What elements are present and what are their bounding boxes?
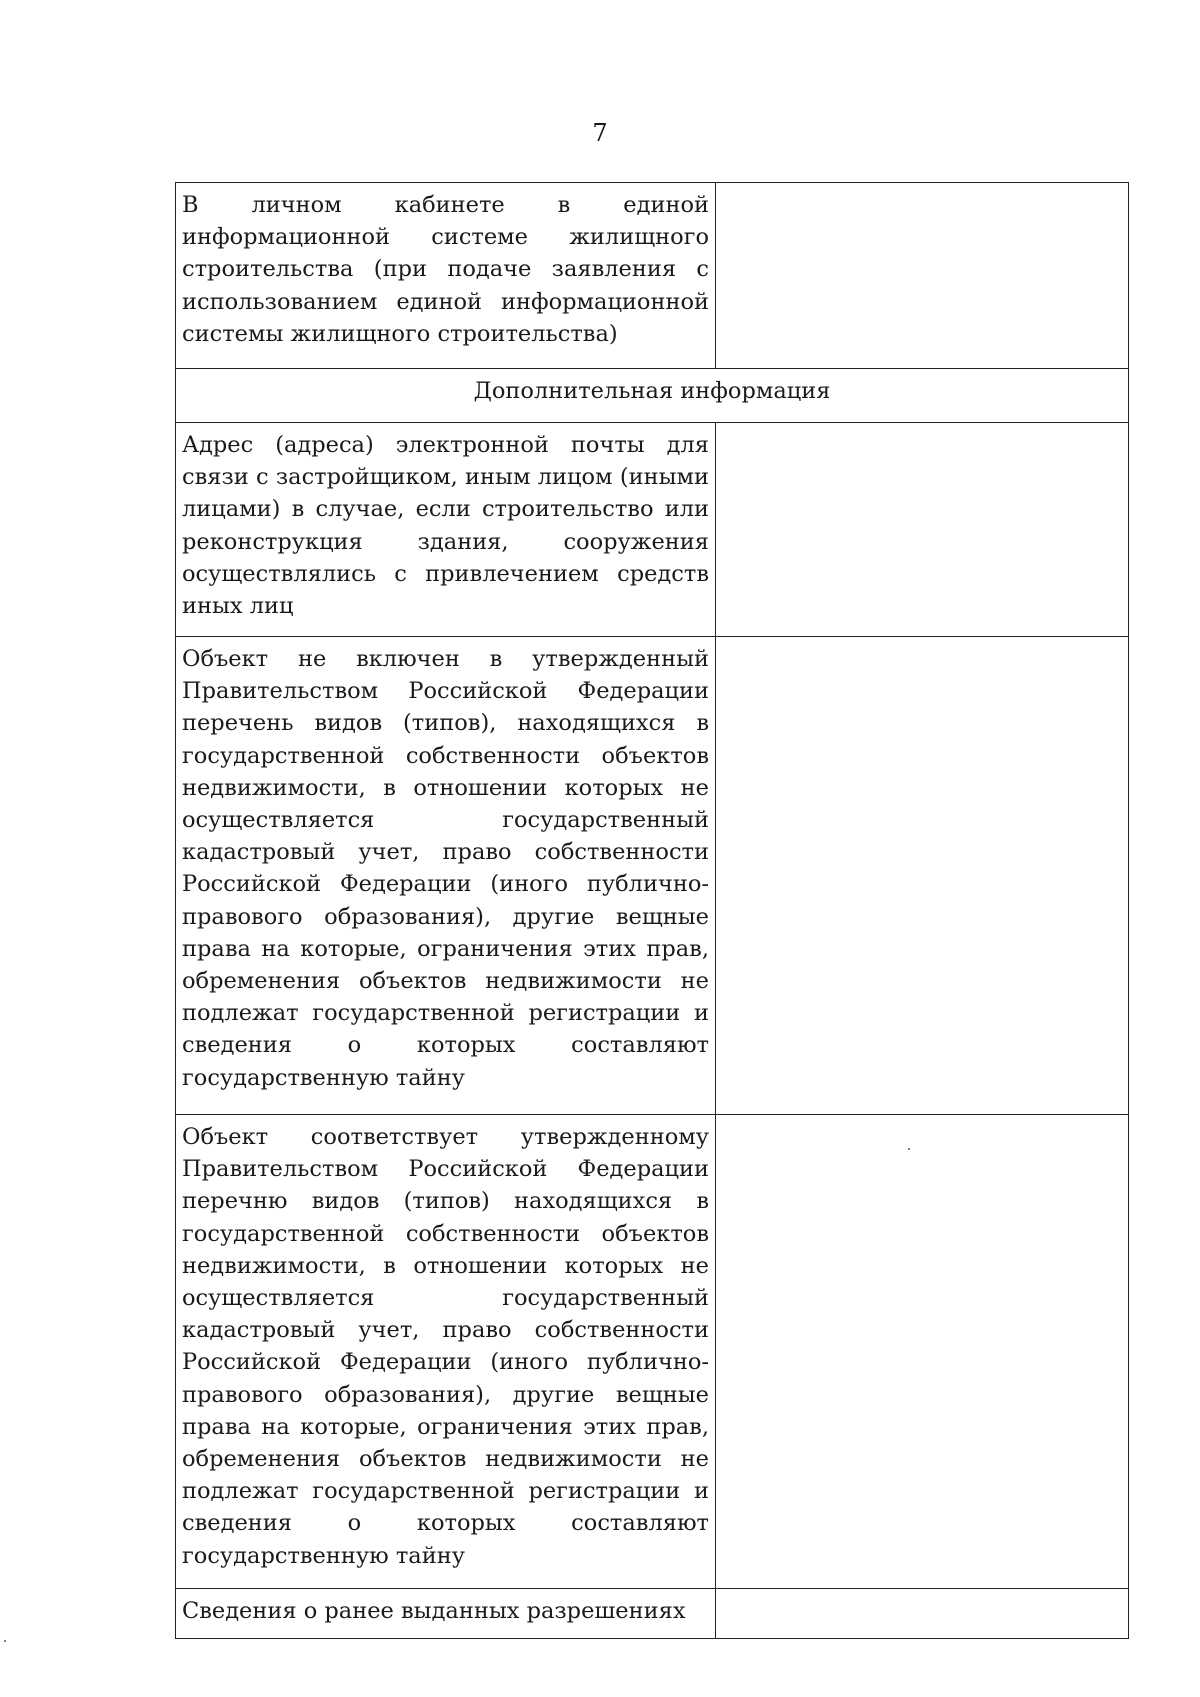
scan-speck: [908, 1148, 910, 1150]
page-number: 7: [592, 119, 608, 147]
row-label: Объект соответствует утвержденному Правительством Российской Федерации перечню видов (типов) находящихся в государственной собственности объектов недвижимости, в отношении которых не осуществляется государственный кадастровый учет, право собственности Российской Федерации (иного публично-правового образования), другие вещные права на которые, ограничения этих прав, обременения объектов недвижимости не подлежат государственной регистрации и сведения о которых составляют государственную тайну: [176, 1115, 716, 1589]
row-label: Объект не включен в утвержденный Правительством Российской Федерации перечень видов (типов), находящихся в государственной собственности объектов недвижимости, в отношении которых не осуществляется государственный кадастровый учет, право собственности Российской Федерации (иного публично-правового образования), другие вещные права на которые, ограничения этих прав, обременения объектов недвижимости не подлежат государственной регистрации и сведения о которых составляют государственную тайну: [176, 637, 716, 1115]
row-value: [716, 183, 1129, 369]
row-value: [716, 1589, 1129, 1639]
form-table: [175, 182, 1129, 1639]
row-label: Сведения о ранее выданных разрешениях: [176, 1589, 716, 1639]
scan-speck: [4, 1640, 6, 1642]
row-value: [716, 423, 1129, 637]
row-value: [716, 1115, 1129, 1589]
table-row: [176, 637, 1129, 1115]
table-row: [176, 423, 1129, 637]
row-label: В личном кабинете в единой информационной системе жилищного строительства (при подаче заявления с использованием единой информационной системы жилищного строительства): [176, 183, 716, 369]
table-row: [176, 1589, 1129, 1639]
row-label: Адрес (адреса) электронной почты для связи с застройщиком, иным лицом (иными лицами) в случае, если строительство или реконструкция здания, сооружения осуществлялись с привлечением средств иных лиц: [176, 423, 716, 637]
section-header-row: [176, 369, 1129, 423]
section-header: Дополнительная информация: [176, 369, 1129, 423]
table-row: [176, 183, 1129, 369]
table-row: [176, 1115, 1129, 1589]
row-value: [716, 637, 1129, 1115]
